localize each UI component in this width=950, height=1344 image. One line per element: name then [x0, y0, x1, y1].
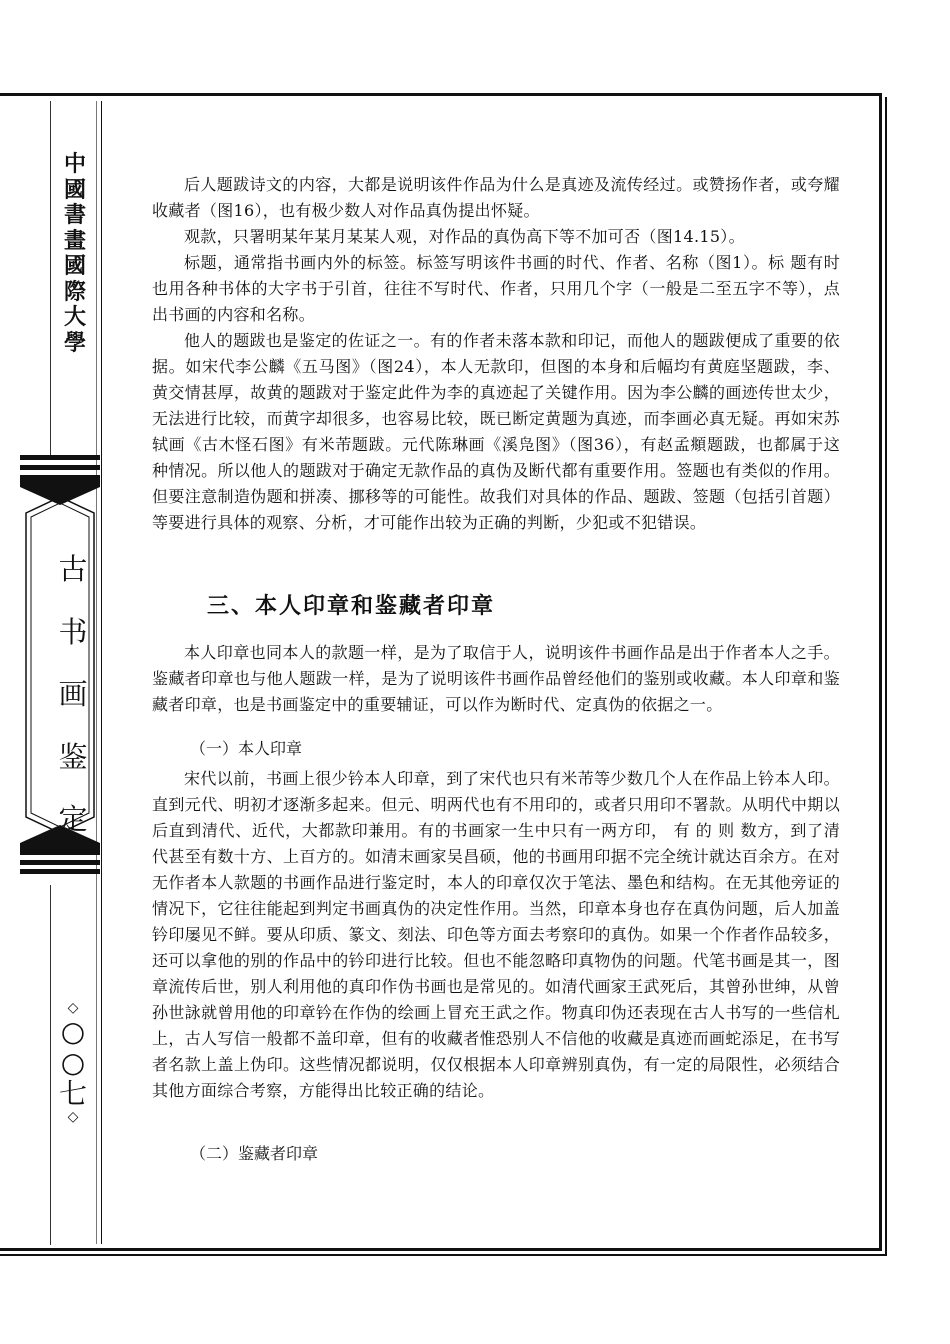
sub-heading: （二）鉴藏者印章: [190, 1144, 319, 1163]
paragraph: 本人印章也同本人的款题一样，是为了取信于人，说明该件书画作品是出于作者本人之手。鉴藏者印章也与他人题跋一样，是为了说明该件书画作品曾经他们的鉴别或收藏。本人印章和鉴藏者印章，也是书画鉴定中的重要辅证，可以作为断时代、定真伪的依据之一。: [152, 643, 840, 714]
sub-heading: （一）本人印章: [190, 739, 303, 758]
paragraph: 宋代以前，书画上很少钤本人印章，到了宋代也只有米芾等少数几个人在作品上钤本人印。直到元代、明初才逐渐多起来。但元、明两代也有不用印的，或者只用印不署款。从明代中期以后直到清代、近代，大都款印兼用。有的书画家一生中只有一两方印， 有 的 则 数方，到了清代甚至有数十方、上百方的。如清末画家吴昌硕，他的书画用印据不完全统计就达百余方。在对无作者本人款题的书画作品进行鉴定时，本人的印章仅次于笔法、墨色和结构。在无其他旁证的情况下，它往往能起到判定书画真伪的决定性作用。当然，印章本身也存在真伪问题，后人加盖钤印屡见不鲜。要从印质、篆文、刻法、印色等方面去考察印的真伪。如果一个作者作品较多，还可以拿他的别的作品中的钤印进行比较。但也不能忽略印真物伪的问题。代笔书画是其一，图章流传后世，别人利用他的真印作伪书画也是常见的。如清代画家王武死后，其曾孙世绅，从曾孙世詠就曾用他的印章钤在作伪的绘画上冒充王武之作。物真印伪还表现在古人书写的一些信札上，古人写信一般都不盖印章，但有的收藏者惟恐别人不信他的收藏是真迹而画蛇添足，在书写者名款上盖上伪印。这些情况都说明，仅仅根据本人印章辨别真伪，有一定的局限性，必须结合其他方面综合考察，方能得出比较正确的结论。: [152, 769, 840, 1100]
body-text-block-1: [152, 172, 840, 536]
paragraph: 标题，通常指书画内外的标签。标签写明该件书画的时代、作者、名称（图1）。标 题有时也用各种书体的大字书于引首，往往不写时代、作者，只用几个字（一般是二至五字不等），点出书画的内容和名称。: [152, 253, 840, 324]
book-title: 古 书 画 鉴 定: [58, 552, 88, 836]
side-rule-left-top: [50, 101, 51, 459]
section-heading: 三、本人印章和鉴藏者印章: [207, 593, 496, 619]
paragraph: 观款，只署明某年某月某某人观，对作品的真伪高下等不加可否（图14.15）。: [184, 227, 745, 246]
paragraph: 他人的题跋也是鉴定的佐证之一。有的作者未落本款和印记，而他人的题跋便成了重要的依据。如宋代李公麟《五马图》（图24），本人无款印，但图的本身和后幅均有黄庭坚题跋，李、黄交情甚厚，故黄的题跋对于鉴定此件为李的真迹起了关键作用。因为李公麟的画迹传世太少，无法进行比较，而黄字却很多，也容易比较，既已断定黄题为真迹，而李画必真无疑。再如宋苏轼画《古木怪石图》有米芾题跋。元代陈琳画《溪凫图》（图36），有赵孟頫题跋，也都属于这种情况。所以他人的题跋对于确定无款作品的真伪及断代都有重要作用。签题也有类似的作用。但要注意制造伪题和拼凑、挪移等的可能性。故我们对具体的作品、题跋、签题（包括引首题）等要进行具体的观察、分析，才可能作出较为正确的判断，少犯或不犯错误。: [152, 331, 840, 532]
page-number: ◇ ○ ○ 七 ◇: [58, 1000, 87, 1125]
body-text-block-2: [152, 640, 840, 718]
paragraph: 后人题跋诗文的内容，大都是说明该件作品为什么是真迹及流传经过。或赞扬作者，或夸耀收藏者（图16），也有极少数人对作品真伪提出怀疑。: [152, 175, 840, 220]
university-name: 中 國 書 畫 國 際 大 學: [63, 151, 86, 356]
body-text-block-3: [152, 766, 840, 1104]
side-rule-left-bottom: [50, 885, 51, 1245]
